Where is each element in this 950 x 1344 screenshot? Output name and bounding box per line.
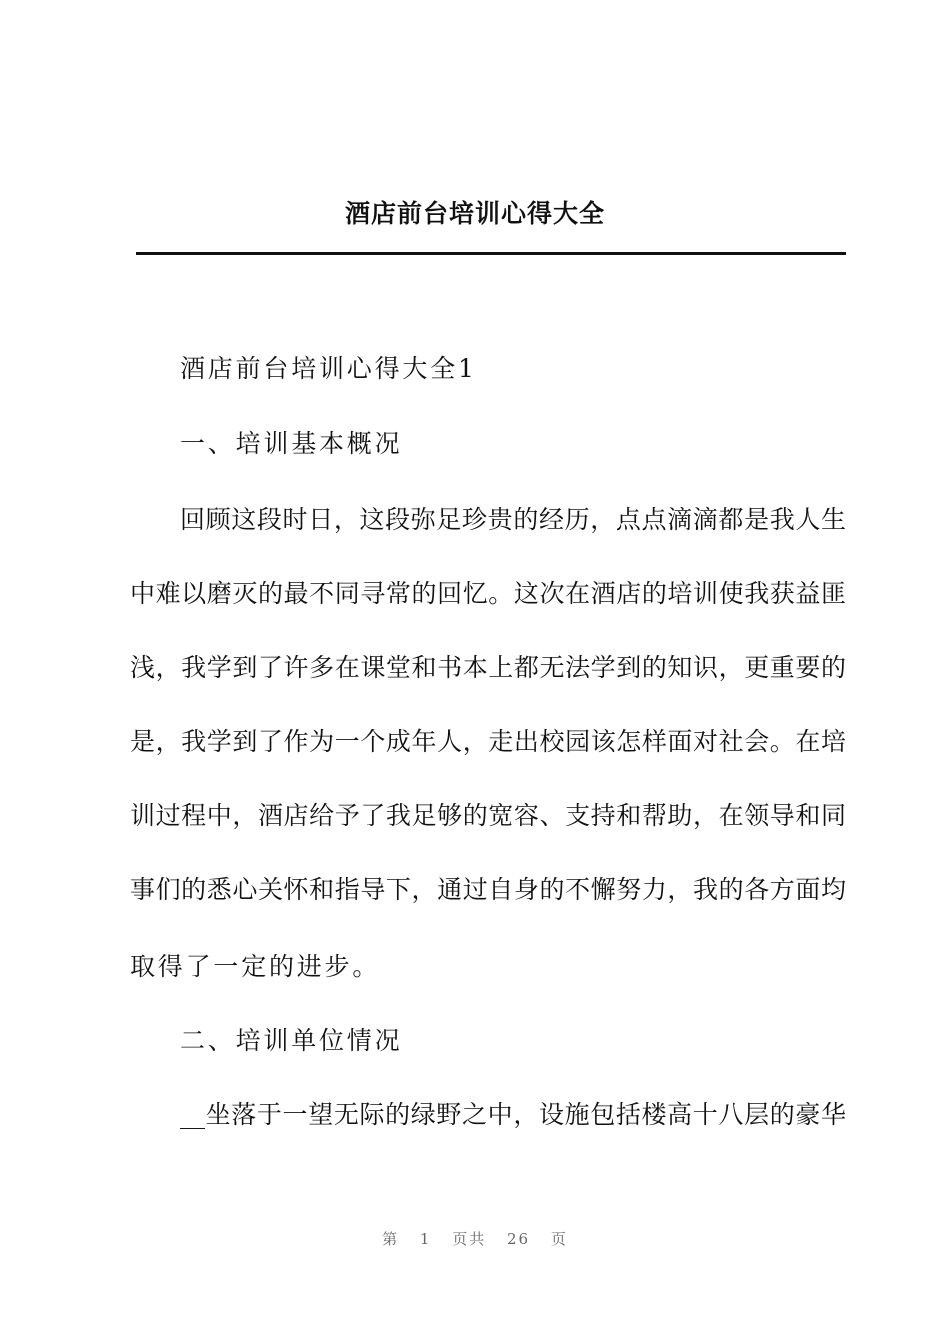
footer-suffix: 页 xyxy=(550,1230,568,1248)
paragraph-line: 是，我学到了作为一个成年人，走出校园该怎样面对社会。在培 xyxy=(130,727,846,756)
paragraph-line: 取得了一定的进步。 xyxy=(130,952,381,981)
subsection-heading: 二、培训单位情况 xyxy=(180,1026,403,1055)
page-footer xyxy=(0,1229,950,1249)
paragraph-line: 中难以磨灭的最不同寻常的回忆。这次在酒店的培训使我获益匪 xyxy=(130,579,846,608)
title-underline xyxy=(136,252,846,255)
footer-prefix: 第 xyxy=(382,1230,400,1248)
document-title: 酒店前台培训心得大全 xyxy=(344,199,605,228)
subsection-heading: 一、培训基本概况 xyxy=(180,429,403,458)
footer-middle: 页共 xyxy=(452,1230,487,1248)
footer-page-number: 1 xyxy=(419,1230,432,1248)
footer-total-pages: 26 xyxy=(507,1230,531,1248)
paragraph-line: 回顾这段时日，这段弥足珍贵的经历，点点滴滴都是我人生 xyxy=(180,505,846,534)
section-heading: 酒店前台培训心得大全1 xyxy=(180,354,477,383)
paragraph-line: 事们的悉心关怀和指导下，通过自身的不懈努力，我的各方面均 xyxy=(130,875,846,904)
paragraph-line: __坐落于一望无际的绿野之中，设施包括楼高十八层的豪华 xyxy=(180,1100,846,1129)
paragraph-line: 训过程中，酒店给予了我足够的宽容、支持和帮助，在领导和同 xyxy=(130,801,846,830)
paragraph-line: 浅，我学到了许多在课堂和书本上都无法学到的知识，更重要的 xyxy=(130,653,846,682)
